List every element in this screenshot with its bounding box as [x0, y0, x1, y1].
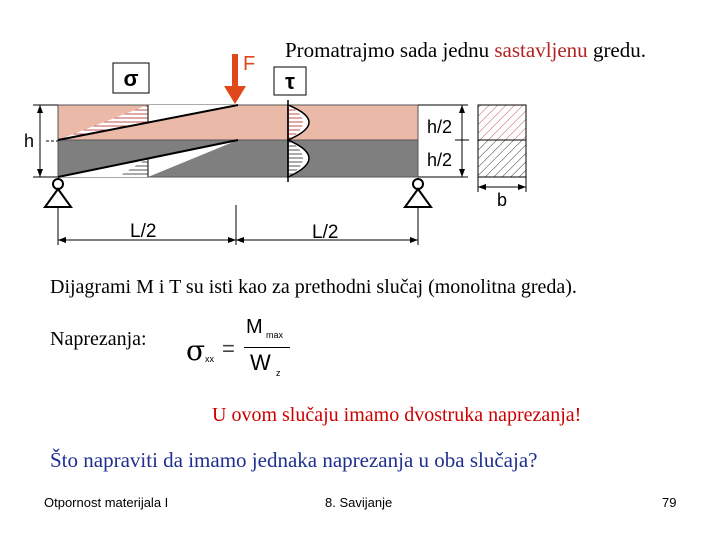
- footer-course: Otpornost materijala I: [44, 495, 169, 510]
- slide-title: [285, 38, 646, 63]
- formula-equals: =: [222, 336, 235, 361]
- force-label: F: [243, 53, 256, 75]
- tau-label: τ: [285, 69, 295, 94]
- stress-formula: [186, 316, 296, 376]
- formula-denominator-sub: z: [276, 368, 281, 378]
- title-highlight: sastavljenu: [494, 38, 588, 62]
- span-left-label: L/2: [130, 221, 157, 242]
- title-suffix: gredu.: [587, 38, 647, 62]
- formula-sigma: σ: [186, 334, 206, 367]
- footer-chapter: 8. Savijanje: [325, 495, 393, 510]
- width-label: b: [497, 190, 508, 210]
- formula-numerator-sub: max: [266, 330, 284, 340]
- formula-numerator: M: [246, 316, 263, 338]
- stress-label: Naprezanja:: [50, 328, 147, 350]
- height-label: h: [24, 131, 35, 151]
- title-prefix: Promatrajmo sada jednu: [285, 38, 495, 62]
- span-right-label: L/2: [312, 222, 339, 243]
- cross-section-bottom: [478, 140, 526, 177]
- half-height-bottom-label: h/2: [427, 150, 453, 170]
- question-text: Što napraviti da imamo jednaka naprezanja u oba slučaja?: [50, 448, 538, 472]
- force-arrow-shaft: [232, 54, 238, 88]
- right-support: [405, 189, 431, 207]
- diagram-note: Dijagrami M i T su isti kao za prethodni slučaj (monolitna greda).: [50, 276, 577, 298]
- sigma-label: σ: [123, 66, 139, 91]
- force-arrow-head: [224, 86, 246, 104]
- formula-denominator: W: [250, 350, 271, 375]
- formula-fraction-bar: [244, 347, 290, 348]
- left-support: [45, 189, 71, 207]
- footer-page-number: 79: [662, 495, 677, 510]
- formula-sigma-sub: xx: [205, 354, 214, 364]
- warning-text: U ovom slučaju imamo dvostruka naprezanja!: [212, 404, 582, 426]
- half-height-top-label: h/2: [427, 117, 453, 137]
- cross-section-top: [478, 105, 526, 140]
